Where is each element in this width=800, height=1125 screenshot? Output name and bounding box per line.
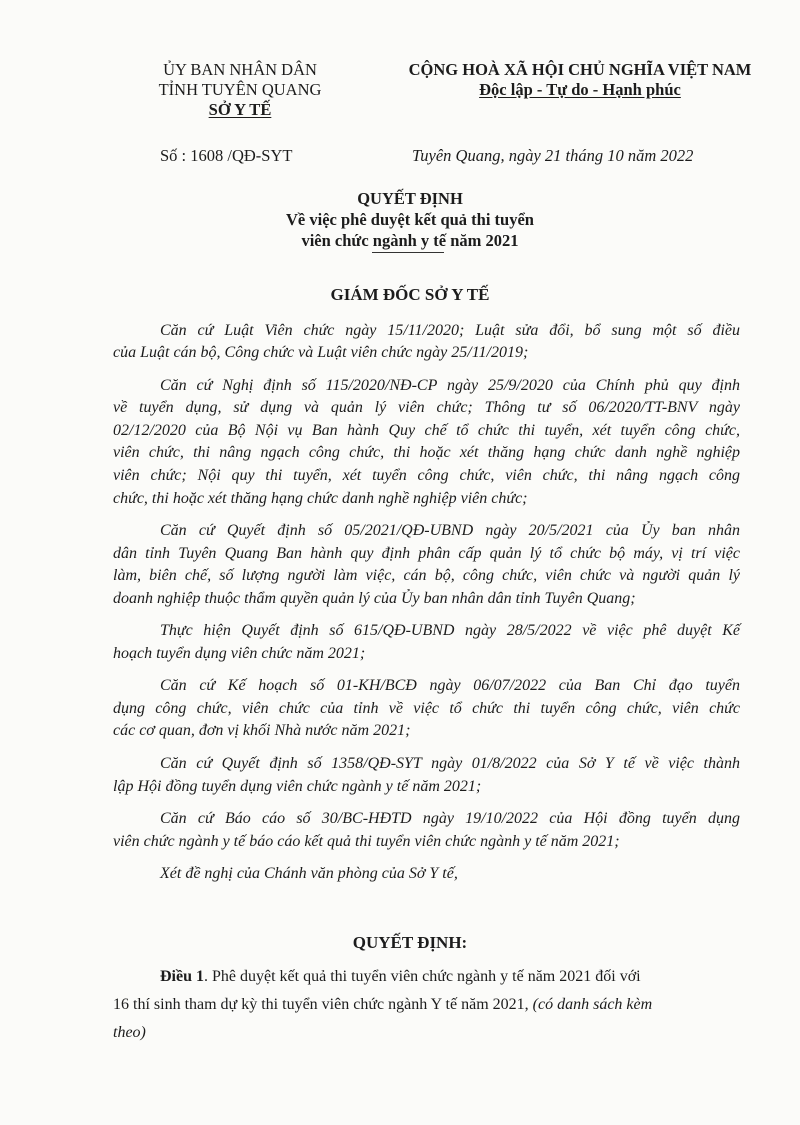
preamble-line: Xét đề nghị của Chánh văn phòng của Sở Y tế, [160, 865, 458, 882]
preamble-line: dụng công chức, viên chức của tỉnh về việc tổ chức thi tuyển công chức, viên chức [113, 700, 740, 717]
preamble-line: Căn cứ Nghị định số 115/2020/NĐ-CP ngày 25/9/2020 của Chính phủ quy định [160, 377, 740, 394]
preamble-line: 02/12/2020 của Bộ Nội vụ Ban hành Quy chế tổ chức thi tuyển, xét tuyển công chức, [113, 422, 740, 439]
national-title: CỘNG HOÀ XÃ HỘI CHỦ NGHĨA VIỆT NAM [408, 60, 752, 79]
title-line-3: viên chức ngành y tế năm 2021 [301, 231, 519, 250]
decision-heading: QUYẾT ĐỊNH: [352, 933, 468, 952]
preamble-line: viên chức ngành y tế báo cáo kết quả thi tuyển viên chức ngành y tế năm 2021; [113, 833, 620, 850]
title-underline [372, 252, 444, 253]
preamble-line: viên chức, thi nâng ngạch công chức, thi hoặc xét thăng hạng chức danh nghề nghiệp [113, 444, 740, 461]
authority-line-3: SỞ Y TẾ [208, 100, 272, 119]
article-1-line-2 [113, 994, 740, 1016]
article-1-line-1 [160, 966, 740, 988]
article-1-line-3: theo) [113, 1024, 146, 1041]
preamble-line: Căn cứ Quyết định số 05/2021/QĐ-UBND ngày 20/5/2021 của Ủy ban nhân [160, 522, 740, 539]
national-slogan: Độc lập - Tự do - Hạnh phúc [479, 80, 681, 99]
preamble-line: làm, biên chế, số lượng người làm việc, cán bộ, công chức, viên chức và người quản lý [113, 567, 740, 584]
title-line-2: Về việc phê duyệt kết quả thi tuyển [286, 210, 534, 229]
preamble-line: Căn cứ Luật Viên chức ngày 15/11/2020; Luật sửa đổi, bổ sung một số điều [160, 322, 740, 339]
article-1-label: Điều 1 [160, 968, 204, 985]
authority-line-2: TỈNH TUYÊN QUANG [158, 80, 322, 99]
preamble-line: doanh nghiệp thuộc thẩm quyền quản lý của Ủy ban nhân dân tỉnh Tuyên Quang; [113, 590, 636, 607]
authority-line-1: ỦY BAN NHÂN DÂN [163, 60, 317, 79]
title-line-1: QUYẾT ĐỊNH [357, 189, 463, 208]
preamble-line: chức, thi hoặc xét thăng hạng chức danh nghề nghiệp viên chức; [113, 490, 528, 507]
preamble-line: Căn cứ Quyết định số 1358/QĐ-SYT ngày 01/8/2022 của Sở Y tế về việc thành [160, 755, 740, 772]
signing-authority: GIÁM ĐỐC SỞ Y TẾ [330, 285, 490, 304]
preamble-line: lập Hội đồng tuyển dụng viên chức ngành y tế năm 2021; [113, 778, 482, 795]
preamble-line: viên chức; Nội quy thi tuyển, xét tuyển công chức, viên chức, thi nâng ngạch công [113, 467, 740, 484]
preamble-line: các cơ quan, đơn vị khối Nhà nước năm 2021; [113, 722, 411, 739]
preamble-line: Căn cứ Kế hoạch số 01-KH/BCĐ ngày 06/07/2022 của Ban Chỉ đạo tuyển [160, 677, 740, 694]
national-motto [380, 60, 780, 100]
preamble-line: Thực hiện Quyết định số 615/QĐ-UBND ngày 28/5/2022 về việc phê duyệt Kế [160, 622, 740, 639]
preamble-line: của Luật cán bộ, Công chức và Luật viên chức ngày 25/11/2019; [113, 344, 529, 361]
preamble-line: dân tỉnh Tuyên Quang Ban hành quy định phân cấp quản lý tổ chức bộ máy, vị trí việc [113, 545, 740, 562]
decision-title [250, 188, 570, 251]
article-1-text: . Phê duyệt kết quả thi tuyển viên chức ngành y tế năm 2021 đối với [204, 968, 641, 985]
document-number: Số : 1608 /QĐ-SYT [160, 146, 293, 165]
preamble-line: Căn cứ Báo cáo số 30/BC-HĐTD ngày 19/10/2022 của Hội đồng tuyển dụng [160, 810, 740, 827]
preamble-line: hoạch tuyển dụng viên chức năm 2021; [113, 645, 366, 662]
issuing-authority [140, 60, 340, 120]
article-1-attachment-note: (có danh sách kèm [532, 996, 653, 1013]
article-1-text-2: 16 thí sinh tham dự kỳ thi tuyển viên chức ngành Y tế năm 2021, [113, 996, 533, 1013]
preamble-line: về tuyển dụng, sử dụng và quản lý viên chức; Thông tư số 06/2020/TT-BNV ngày [113, 399, 740, 416]
issue-date: Tuyên Quang, ngày 21 tháng 10 năm 2022 [412, 146, 694, 165]
